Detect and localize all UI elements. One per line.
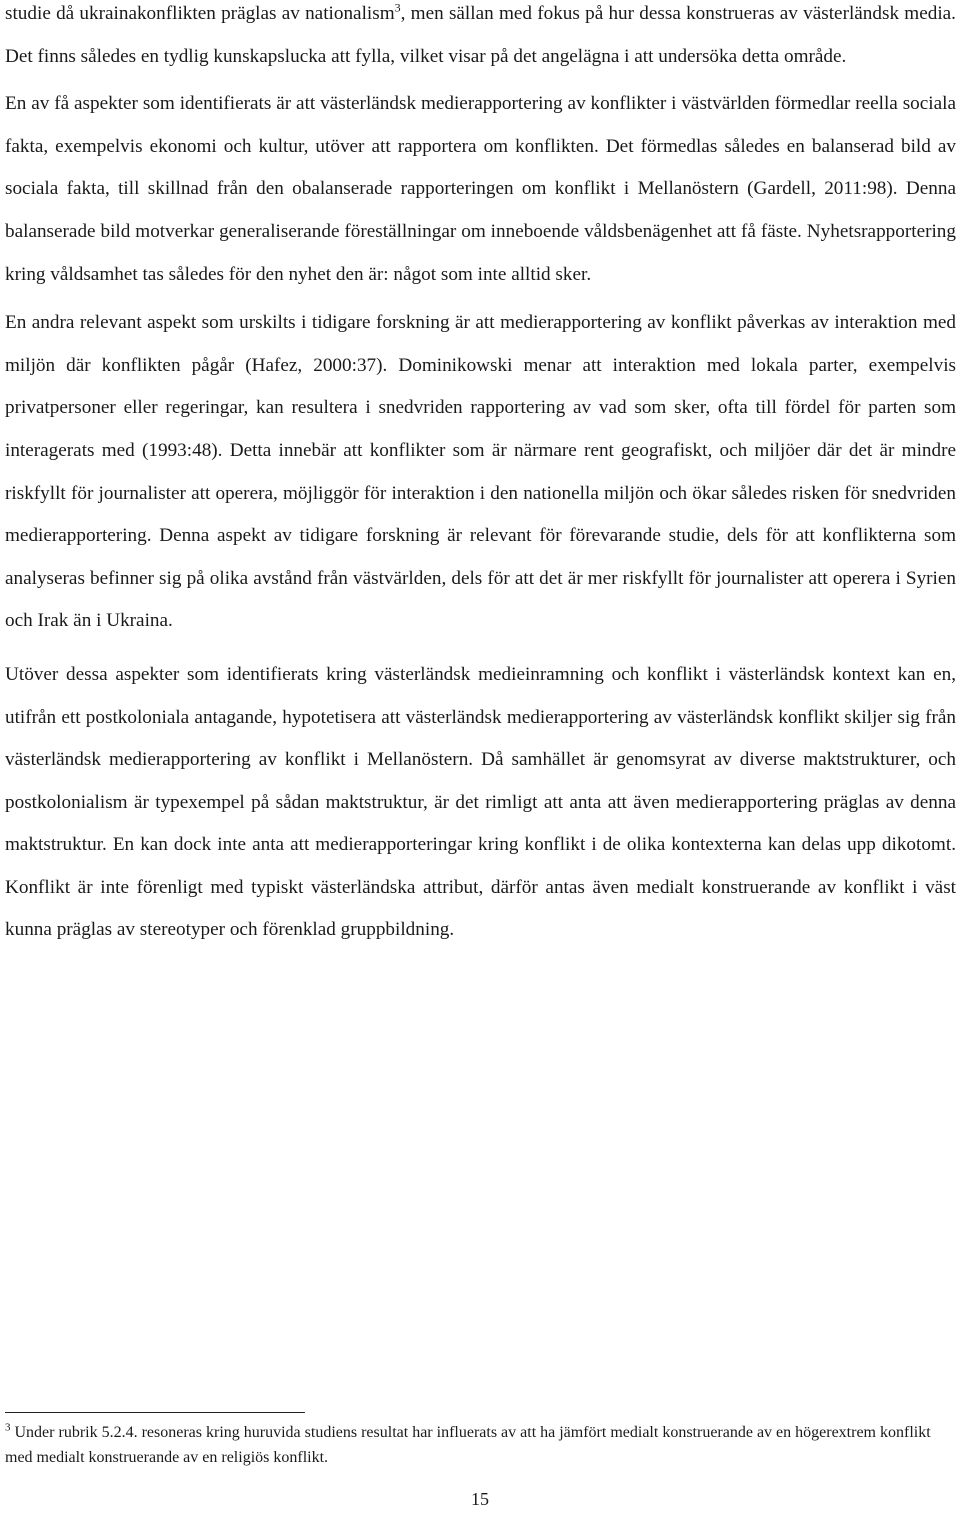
paragraph: Utöver dessa aspekter som identifierats kring västerländsk medieinramning och konflikt i västerländsk kontext kan en, utifrån ett postkoloniala antagande, hypotetisera att västerländsk medierapportering av västerländsk konflikt skiljer sig från västerländsk medierapportering av konflikt i Mellanöstern. Då samhället är genomsyrat av diverse maktstrukturer, och postkolonialism är typexempel på sådan maktstruktur, är det rimligt att anta att även medierapportering präglas av denna maktstruktur. En kan dock inte anta att medierapporteringar kring konflikt i de olika kontexterna kan delas upp dikotomt. Konflikt är inte förenligt med typiskt västerländska attribut, därför antas även medialt konstruerande av konflikt i väst kunna präglas av stereotyper och förenklad gruppbildning.	[5, 663, 956, 941]
paragraph-text: , men sällan med fokus på hur dessa konstrueras av västerländsk media. Det finns således en tydlig kunskapslucka att fylla, vilket visar på det angelägna i att undersöka detta område.	[5, 3, 956, 67]
page-number: 15	[471, 1489, 489, 1509]
paragraph: En andra relevant aspekt som urskilts i tidigare forskning är att medierapportering av konflikt påverkas av interaktion med miljön där konflikten pågår (Hafez, 2000:37). Dominikowski menar att interaktion med lokala parter, exempelvis privatpersoner eller regeringar, kan resultera i snedvriden rapportering av vad som sker, ofta till fördel för parten som interagerats med (1993:48). Detta innebär att konflikter som är närmare rent geografiskt, och miljöer där det är mindre riskfyllt för journalister att operera, möjliggör för interaktion i den nationella miljön och ökar således risken för snedvriden medierapportering. Denna aspekt av tidigare forskning är relevant för förevarande studie, dels för att konflikterna som analyseras befinner sig på olika avstånd från västvärlden, dels för att det är mer riskfyllt för journalister att operera i Syrien och Irak än i Ukraina.	[5, 312, 956, 632]
paragraph-text: studie då ukrainakonflikten präglas av nationalism	[5, 3, 395, 24]
paragraph: En av få aspekter som identifierats är att västerländsk medierapportering av konflikter i västvärlden förmedlar reella sociala fakta, exempelvis ekonomi och kultur, utöver att rapportera om konflikten. Det förmedlas således en balanserad bild av sociala fakta, till skillnad från den obalanserade rapporteringen om konflikt i Mellanöstern (Gardell, 2011:98). Denna balanserade bild motverkar generaliserande föreställningar om inneboende våldsbenägenhet att få fäste. Nyhetsrapportering kring våldsamhet tas således för den nyhet den är: något som inte alltid sker.	[5, 93, 956, 285]
document-page	[5, 0, 956, 952]
paragraph-continuation	[5, 0, 956, 78]
footnote-separator	[5, 1412, 305, 1413]
footnote	[5, 1420, 956, 1470]
footnote-number: 3	[5, 1421, 11, 1434]
footnote-reference: 3	[394, 0, 401, 15]
footnote-text: Under rubrik 5.2.4. resoneras kring huruvida studiens resultat har influerats av att ha jämfört medialt konstruerande av en högerextrem konflikt med medialt konstruerande av en religiös konflikt.	[5, 1424, 931, 1466]
